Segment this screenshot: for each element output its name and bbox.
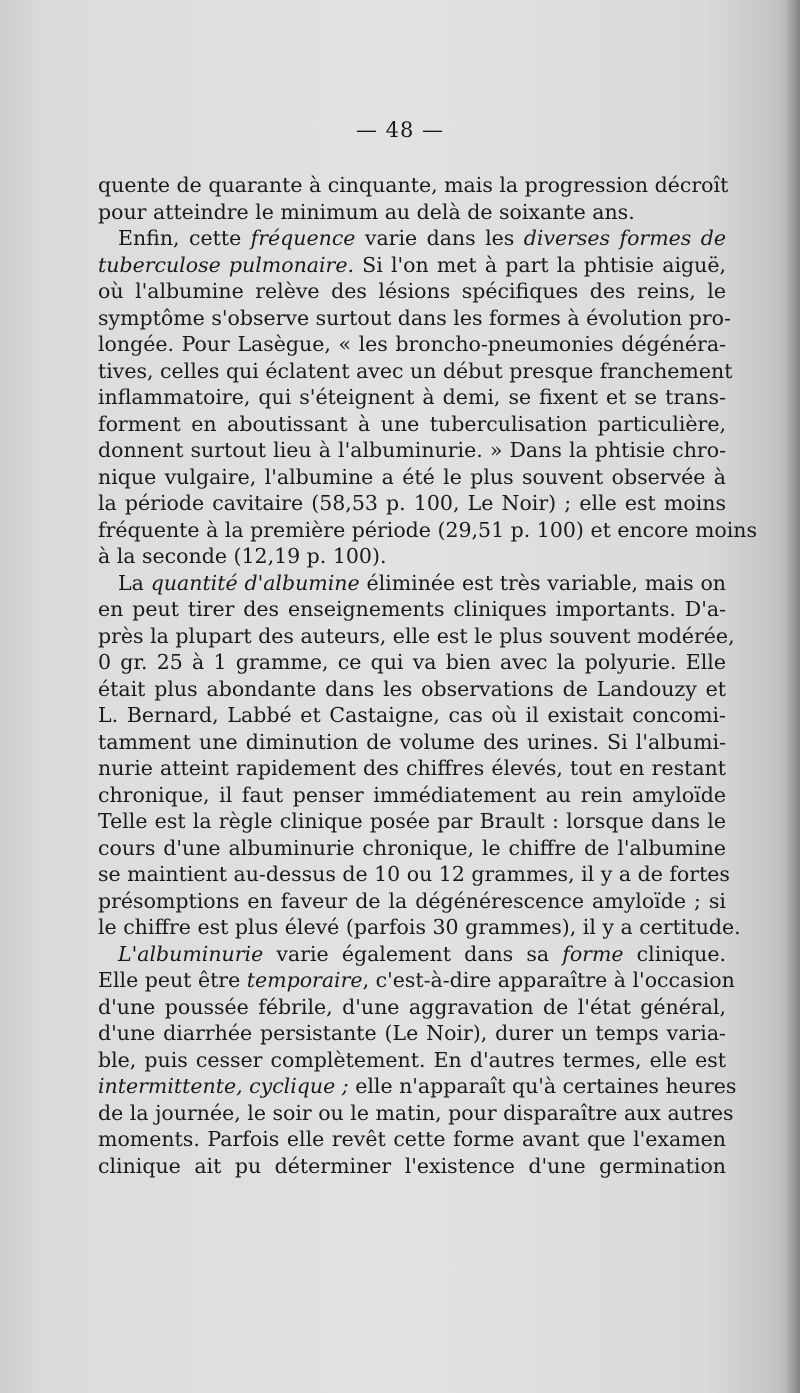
- text-segment: La: [118, 570, 151, 595]
- text-line: [98, 861, 730, 888]
- spine-shadow: [786, 0, 800, 1393]
- text-line: [98, 543, 726, 570]
- text-segment: nique vulgaire, l'albumine a été le plus souvent observée à: [98, 464, 726, 489]
- text-line: [98, 994, 726, 1021]
- text-segment: éliminée est très variable, mais on: [359, 570, 726, 595]
- text-segment: ble, puis cesser complètement. En d'autres termes, elle est: [98, 1047, 726, 1072]
- text-line: [98, 623, 735, 650]
- italic-text-segment: diverses formes de: [523, 226, 726, 250]
- page-number: — 48 —: [355, 118, 445, 142]
- text-segment: Elle peut être: [98, 968, 247, 992]
- text-line: [98, 331, 726, 358]
- text-line: [98, 755, 726, 782]
- text-segment: clinique ait pu déterminer l'existence d'une germination: [98, 1153, 726, 1178]
- text-segment: varie dans les: [355, 226, 524, 250]
- text-segment: clinique.: [623, 941, 727, 966]
- text-line: [98, 649, 726, 676]
- text-segment: Si l'on met à part la phtisie aiguë,: [354, 252, 726, 277]
- text-segment: le chiffre est plus élevé (parfois 30 grammes), il y a certitude.: [98, 915, 741, 939]
- text-line: [98, 782, 726, 809]
- text-segment: symptôme s'observe surtout dans les formes à évolution pro-: [98, 305, 731, 330]
- italic-text-segment: tuberculose pulmonaire.: [98, 252, 354, 277]
- text-segment: 0 gr. 25 à 1 gramme, ce qui va bien avec la polyurie. Elle: [98, 650, 726, 674]
- text-line: [98, 941, 726, 968]
- text-segment: était plus abondante dans les observations de Landouzy et: [98, 676, 726, 701]
- text-line: [98, 464, 726, 491]
- text-segment: L. Bernard, Labbé et Castaigne, cas où il existait concomi-: [98, 703, 726, 727]
- text-segment: quente de quarante à cinquante, mais la progression décroît: [98, 173, 729, 197]
- text-segment: où l'albumine relève des lésions spécifiques des reins, le: [98, 279, 726, 303]
- text-line: [98, 1073, 737, 1100]
- italic-text-segment: quantité d'albumine: [150, 570, 360, 595]
- text-segment: pour atteindre le minimum au delà de soixante ans.: [98, 199, 635, 224]
- text-line: [98, 808, 726, 835]
- italic-text-segment: L'albuminurie: [118, 941, 264, 966]
- text-segment: tives, celles qui éclatent avec un début presque franchement: [98, 358, 733, 383]
- text-line: [98, 517, 758, 544]
- text-segment: de la journée, le soir ou le matin, pour disparaître aux autres: [98, 1100, 734, 1125]
- text-line: [98, 490, 726, 517]
- body-text: [98, 172, 758, 1179]
- text-segment: la période cavitaire (58,53 p. 100, Le Noir) ; elle est moins: [98, 491, 726, 515]
- text-line: [98, 172, 729, 199]
- text-segment: donnent surtout lieu à l'albuminurie. » Dans la phtisie chro-: [98, 438, 726, 462]
- text-segment: inflammatoire, qui s'éteignent à demi, se fixent et se trans-: [98, 385, 726, 409]
- text-line: [98, 199, 726, 226]
- text-line: [98, 570, 726, 597]
- text-segment: , c'est-à-dire apparaître à l'occasion: [362, 968, 735, 992]
- text-segment: varie également dans sa: [263, 941, 563, 966]
- text-line: [98, 835, 726, 862]
- text-segment: nurie atteint rapidement des chiffres élevés, tout en restant: [98, 756, 726, 780]
- text-segment: elle n'apparaît qu'à certaines heures: [348, 1074, 737, 1098]
- text-line: [98, 676, 726, 703]
- italic-text-segment: forme: [562, 941, 624, 966]
- text-line: [98, 384, 726, 411]
- text-line: [98, 1153, 726, 1180]
- text-segment: Telle est la règle clinique posée par Brault : lorsque dans le: [98, 809, 726, 833]
- text-segment: cours d'une albuminurie chronique, le chiffre de l'albumine: [98, 835, 726, 860]
- text-segment: près la plupart des auteurs, elle est le plus souvent modérée,: [98, 623, 735, 648]
- text-segment: présomptions en faveur de la dégénérescence amyloïde ; si: [98, 888, 726, 913]
- italic-text-segment: fréquence: [250, 226, 356, 250]
- text-segment: d'une diarrhée persistante (Le Noir), durer un temps varia-: [98, 1021, 726, 1045]
- text-line: [98, 411, 726, 438]
- text-segment: tamment une diminution de volume des urines. Si l'albumi-: [98, 729, 726, 754]
- text-line: [98, 967, 735, 994]
- text-line: [98, 278, 726, 305]
- text-line: [98, 888, 726, 915]
- text-segment: chronique, il faut penser immédiatement au rein amyloïde: [98, 782, 726, 807]
- text-line: [98, 914, 741, 941]
- text-segment: fréquente à la première période (29,51 p. 100) et encore moins: [98, 517, 758, 542]
- text-segment: longée. Pour Lasègue, « les broncho-pneumonies dégénéra-: [98, 332, 726, 356]
- italic-text-segment: intermittente, cyclique ;: [98, 1074, 349, 1098]
- text-line: [98, 1126, 726, 1153]
- text-segment: à la seconde (12,19 p. 100).: [98, 544, 387, 568]
- text-line: [98, 1100, 734, 1127]
- text-line: [98, 596, 726, 623]
- text-line: [98, 305, 731, 332]
- text-segment: moments. Parfois elle revêt cette forme avant que l'examen: [98, 1127, 726, 1151]
- text-line: [98, 225, 726, 252]
- text-line: [98, 1020, 726, 1047]
- text-segment: en peut tirer des enseignements cliniques importants. D'a-: [98, 597, 726, 621]
- text-line: [98, 252, 726, 279]
- text-line: [98, 702, 726, 729]
- text-line: [98, 1047, 726, 1074]
- text-segment: forment en aboutissant à une tuberculisation particulière,: [98, 411, 726, 436]
- text-segment: d'une poussée fébrile, d'une aggravation de l'état général,: [98, 994, 726, 1019]
- text-segment: Enfin, cette: [118, 226, 251, 250]
- text-segment: se maintient au-dessus de 10 ou 12 grammes, il y a de fortes: [98, 862, 730, 886]
- text-line: [98, 358, 733, 385]
- italic-text-segment: temporaire: [246, 968, 363, 992]
- text-line: [98, 729, 726, 756]
- text-line: [98, 437, 726, 464]
